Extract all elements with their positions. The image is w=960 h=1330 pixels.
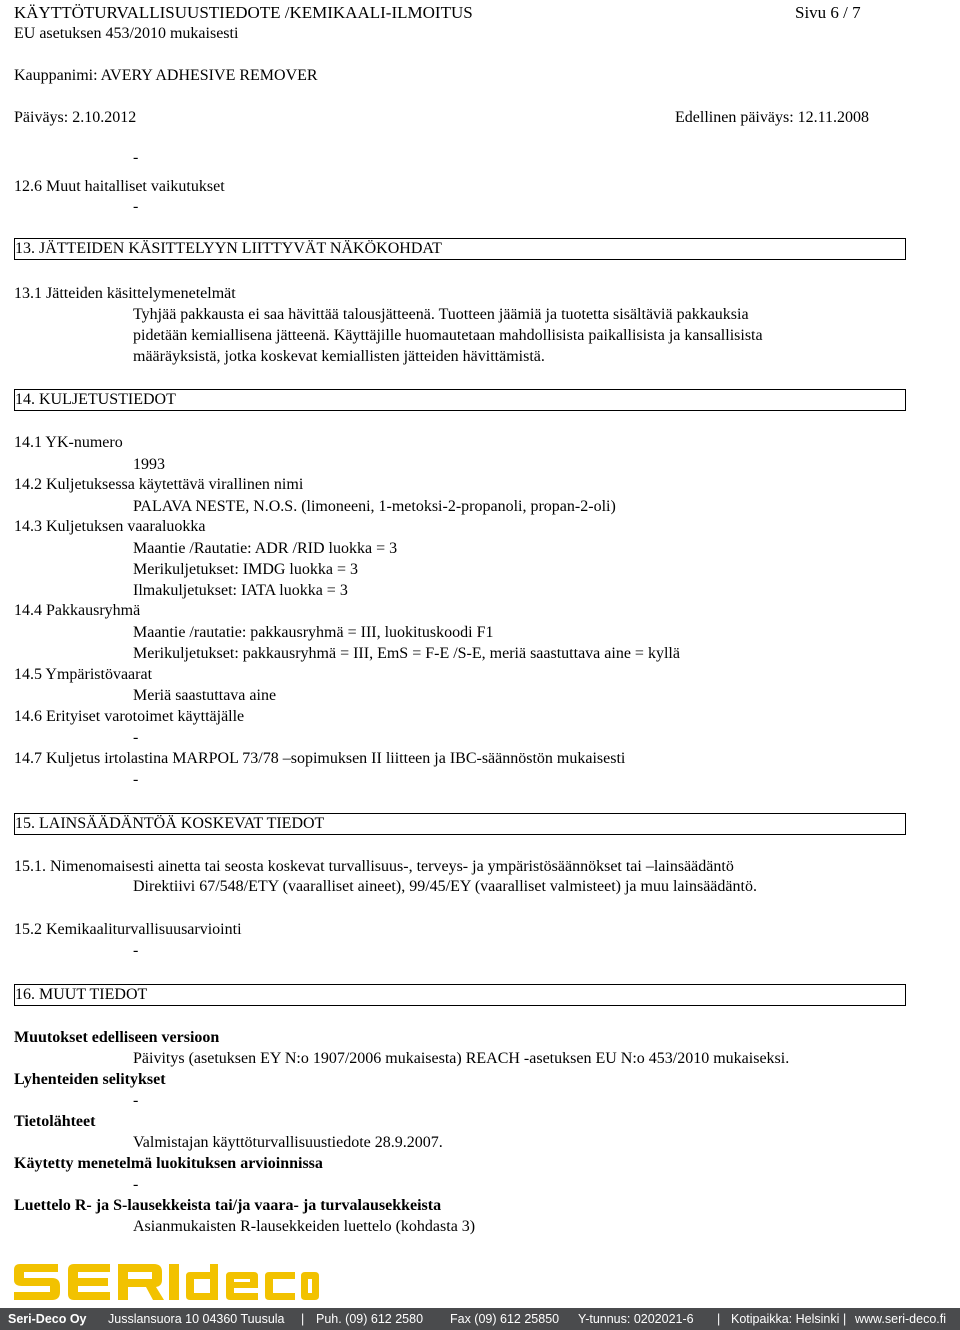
placeholder-dash: - [133,198,139,215]
un-number-value: 1993 [133,456,165,473]
footer-contact-bar [0,1308,960,1330]
subsection-14-5: 14.5 Ympäristövaarat [14,666,153,683]
subsection-13-1: 13.1 Jätteiden käsittelymenetelmät [14,285,236,302]
subsection-15-2: 15.2 Kemikaaliturvallisuusarviointi [14,921,242,938]
subsection-14-7: 14.7 Kuljetus irtolastina MARPOL 73/78 –sopimuksen II liitteen ja IBC-säännöstön mukaisesti [14,750,626,767]
environmental-hazard-value: Meriä saastuttava aine [133,687,277,704]
footer-separator: | [301,1312,305,1326]
paragraph-line: pidetään kemiallisena jätteenä. Käyttäjille huomautetaan mahdollisista paikallisista ja kansallisista [133,327,763,344]
footer-address: Jusslansuora 10 04360 Tuusula [108,1312,285,1326]
legislation-value: Direktiivi 67/548/ETY (vaaralliset aineet), 99/45/EY (vaaralliset valmisteet) ja muu lainsäädäntö. [133,878,757,895]
shipping-name-value: PALAVA NESTE, N.O.S. (limoneeni, 1-metoksi-2-propanoli, propan-2-oli) [133,498,616,515]
subsection-15-1: 15.1. Nimenomaisesti ainetta tai seosta koskevat turvallisuus-, terveys- ja ympäristösäännökset tai –lainsäädäntö [14,858,734,875]
hazard-class-line: Maantie /Rautatie: ADR /RID luokka = 3 [133,540,398,557]
footer-separator: | [717,1312,721,1326]
footer-website[interactable]: www.seri-deco.fi [855,1312,946,1326]
placeholder-dash: - [133,729,139,746]
footer-fax: Fax (09) 612 25850 [450,1312,560,1326]
paragraph-line: Tyhjää pakkausta ei saa hävittää talousjätteenä. Tuotteen jäämiä ja tuotetta sisältäviä pakkauksia [133,306,749,323]
footer-ytunnus: Y-tunnus: 0202021-6 [578,1312,694,1326]
hazard-class-line: Ilmakuljetukset: IATA luokka = 3 [133,582,348,599]
subsection-12-6: 12.6 Muut haitalliset vaikutukset [14,178,225,195]
product-name: Kauppanimi: AVERY ADHESIVE REMOVER [14,67,318,84]
placeholder-dash: - [133,1092,139,1109]
footer-separator: | [843,1312,847,1326]
subsection-14-3: 14.3 Kuljetuksen vaaraluokka [14,518,206,535]
placeholder-dash: - [133,942,139,959]
changes-value: Päivitys (asetuksen EY N:o 1907/2006 mukaisesta) REACH -asetuksen EU N:o 453/2010 mukaiseksi. [133,1050,790,1067]
sources-value: Valmistajan käyttöturvallisuustiedote 28.9.2007. [133,1134,443,1151]
phrases-value: Asianmukaisten R-lausekkeiden luettelo (kohdasta 3) [133,1218,476,1235]
method-label: Käytetty menetelmä luokituksen arvioinnissa [14,1155,323,1172]
seri-deco-logo [14,1262,319,1302]
section-13-heading: 13. JÄTTEIDEN KÄSITTELYYN LIITTYVÄT NÄKÖKOHDAT [14,238,906,260]
document-date: Päiväys: 2.10.2012 [14,109,137,126]
subsection-14-2: 14.2 Kuljetuksessa käytettävä virallinen nimi [14,476,304,493]
page-number: Sivu 6 / 7 [795,3,861,22]
footer-city: Kotipaikka: Helsinki [731,1312,840,1326]
previous-date: Edellinen päiväys: 12.11.2008 [675,109,870,126]
changes-label: Muutokset edelliseen versioon [14,1029,220,1046]
phrases-label: Luettelo R- ja S-lausekkeista tai/ja vaara- ja turvalausekkeista [14,1197,442,1214]
subsection-14-1: 14.1 YK-numero [14,434,123,451]
footer-phone: Puh. (09) 612 2580 [316,1312,424,1326]
packing-group-line: Merikuljetukset: pakkausryhmä = III, EmS = F-E /S-E, meriä saastuttava aine = kyllä [133,645,680,662]
placeholder-dash: - [133,1176,139,1193]
document-title: KÄYTTÖTURVALLISUUSTIEDOTE /KEMIKAALI-ILMOITUS [14,3,473,22]
section-14-heading: 14. KULJETUSTIEDOT [14,389,906,411]
abbreviations-label: Lyhenteiden selitykset [14,1071,166,1088]
footer-company: Seri-Deco Oy [8,1312,87,1326]
section-15-heading: 15. LAINSÄÄDÄNTÖÄ KOSKEVAT TIEDOT [14,813,906,835]
paragraph-line: määräyksistä, jotka koskevat kemiallisten jätteiden hävittämistä. [133,348,545,365]
subsection-14-6: 14.6 Erityiset varotoimet käyttäjälle [14,708,245,725]
packing-group-line: Maantie /rautatie: pakkausryhmä = III, luokituskoodi F1 [133,624,494,641]
hazard-class-line: Merikuljetukset: IMDG luokka = 3 [133,561,358,578]
sources-label: Tietolähteet [14,1113,96,1130]
page-footer [0,1262,960,1330]
regulation-line: EU asetuksen 453/2010 mukaisesti [14,25,239,42]
placeholder-dash: - [133,771,139,788]
section-16-heading: 16. MUUT TIEDOT [14,984,906,1006]
placeholder-dash: - [133,149,139,166]
subsection-14-4: 14.4 Pakkausryhmä [14,602,141,619]
